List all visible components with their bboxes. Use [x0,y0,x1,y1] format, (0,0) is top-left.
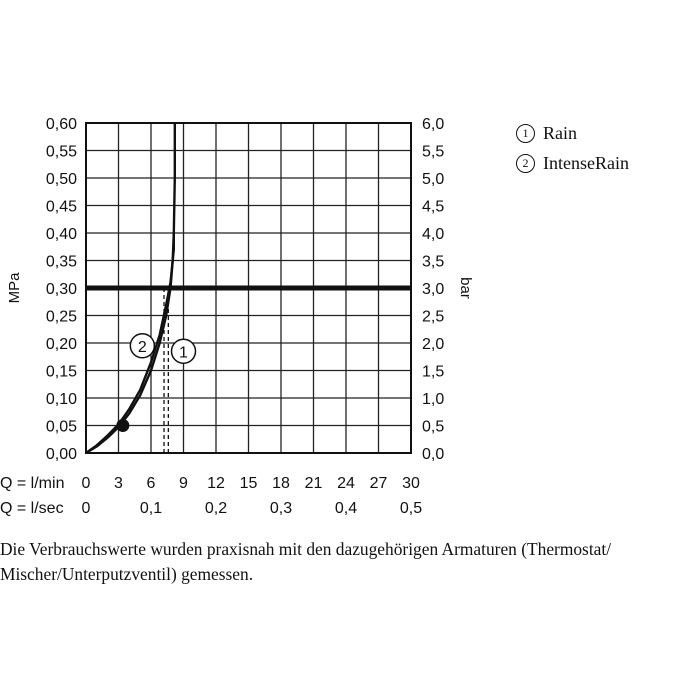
y-tick-label-bar: 2,0 [422,336,445,353]
y-tick-label-bar: 4,5 [422,198,445,216]
caption [0,537,700,587]
legend-label-intenserain: IntenseRain [543,152,629,173]
y-tick-label-mpa: 0,45 [45,198,77,216]
x-axis-title-lmin: Q = l/min [0,475,65,492]
x-tick-label-lmin: 3 [114,475,123,492]
x-tick-label-lmin: 12 [207,475,225,492]
y-axis-title-mpa: MPa [6,272,23,304]
y-tick-label-bar: 6,0 [422,116,445,133]
y-tick-label-mpa: 0,60 [45,116,77,133]
x-tick-label-lmin: 30 [402,475,420,492]
y-tick-label-mpa: 0,15 [45,363,77,381]
y-tick-label-mpa: 0,25 [45,308,77,326]
x-tick-label-lmin: 15 [239,475,258,492]
y-tick-label-bar: 3,0 [422,281,445,298]
tick-labels-group [0,116,474,517]
y-tick-label-mpa: 0,05 [45,418,77,436]
legend-label-rain: Rain [543,122,577,143]
x-tick-label-lsec: 0 [81,500,91,517]
y-tick-label-bar: 3,5 [422,253,445,271]
x-tick-label-lmin: 18 [272,475,290,492]
x-tick-label-lmin: 21 [304,475,323,492]
legend-item-rain [516,118,629,148]
x-tick-label-lsec: 0,3 [269,500,293,517]
y-tick-label-bar: 5,5 [422,143,445,161]
series-marker-number: 2 [137,338,147,356]
legend-number-icon: 1 [516,124,535,143]
caption-line-2: Mischer/Unterputzventil) gemessen. [0,564,254,584]
x-tick-label-lmin: 24 [337,475,355,492]
y-tick-label-bar: 1,0 [422,391,445,408]
legend [516,118,629,178]
y-tick-label-bar: 0,0 [422,446,445,463]
x-axis-title-lsec: Q = l/sec [0,500,64,517]
x-tick-label-lmin: 6 [146,475,156,492]
y-tick-label-mpa: 0,20 [45,336,77,353]
y-tick-label-mpa: 0,50 [45,171,77,188]
legend-number-icon: 2 [516,154,535,173]
y-tick-label-bar: 4,0 [422,226,445,243]
x-tick-label-lmin: 27 [369,475,388,492]
y-axis-title-bar: bar [457,277,474,299]
x-tick-label-lsec: 0,2 [204,500,228,517]
series-marker-number: 1 [179,344,188,362]
x-tick-label-lsec: 0,1 [139,500,163,517]
y-tick-label-mpa: 0,35 [45,253,77,271]
caption-line-1: Die Verbrauchswerte wurden praxisnah mit den dazugehörigen Armaturen (Thermostat/ [0,539,612,559]
y-tick-label-bar: 1,5 [422,363,445,381]
y-tick-label-mpa: 0,30 [45,281,77,298]
y-tick-label-mpa: 0,10 [45,391,77,408]
legend-item-intenserain [516,148,629,178]
y-tick-label-mpa: 0,40 [45,226,77,243]
x-tick-label-lsec: 0,5 [399,500,423,517]
y-tick-label-bar: 2,5 [422,308,445,326]
y-tick-label-bar: 0,5 [422,418,445,436]
x-tick-label-lsec: 0,4 [334,500,358,517]
y-tick-label-mpa: 0,00 [45,446,77,463]
y-tick-label-bar: 5,0 [422,171,445,188]
start-point-marker [116,419,129,432]
x-tick-label-lmin: 0 [81,475,91,492]
x-tick-label-lmin: 9 [179,475,188,492]
y-tick-label-mpa: 0,55 [45,143,77,161]
